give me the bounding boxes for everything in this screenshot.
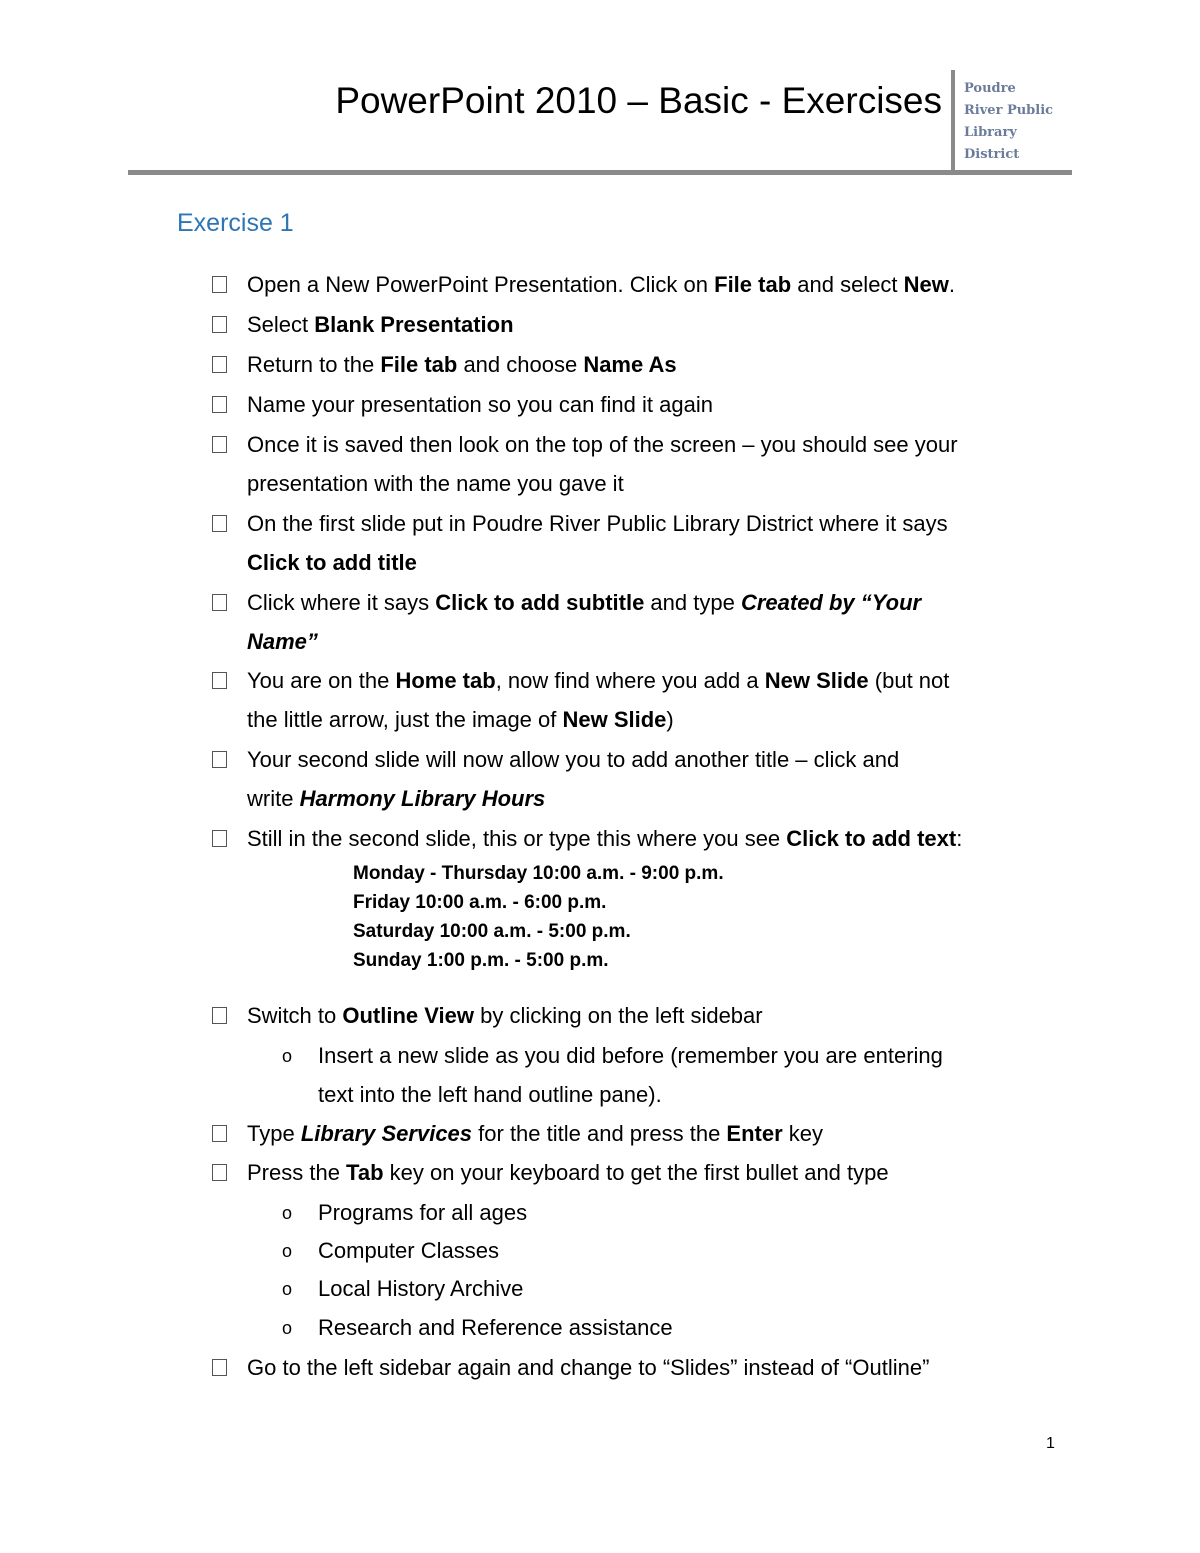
header-rule [128, 170, 1072, 175]
checkbox-icon[interactable] [212, 1359, 227, 1376]
document-title: PowerPoint 2010 – Basic - Exercises [335, 80, 942, 121]
hours-line: Saturday 10:00 a.m. - 5:00 p.m. [353, 921, 631, 942]
checkbox-icon[interactable] [212, 396, 227, 413]
logo-line: River Public [964, 103, 1054, 118]
header-divider [951, 70, 955, 172]
checkbox-icon[interactable] [212, 830, 227, 847]
circle-bullet-icon: o [282, 1318, 293, 1338]
item-text: Go to the left sidebar again and change to “Slides” instead of “Outline” [247, 1355, 930, 1380]
circle-bullet-icon: o [282, 1046, 293, 1066]
item-text: Press the Tab key on your keyboard to get the first bullet and type [247, 1160, 889, 1185]
exercise-heading: Exercise 1 [177, 209, 294, 237]
item-text: You are on the Home tab, now find where you add a New Slide (but not the little arrow, just the image of New Slide) [247, 668, 950, 732]
library-hours [353, 859, 724, 975]
item-text: Research and Reference assistance [318, 1315, 673, 1340]
item-text: Insert a new slide as you did before (remember you are entering text into the left hand outline pane). [318, 1043, 943, 1107]
item-text: Return to the File tab and choose Name As [247, 352, 677, 377]
item-text: Open a New PowerPoint Presentation. Click on File tab and select New. [247, 272, 956, 297]
item-text: On the first slide put in Poudre River Public Library District where it says Click to add title [247, 511, 948, 575]
checkbox-icon[interactable] [212, 1125, 227, 1142]
checkbox-icon[interactable] [212, 672, 227, 689]
item-text: Your second slide will now allow you to add another title – click and write Harmony Library Hours [247, 747, 900, 811]
checkbox-icon[interactable] [212, 276, 227, 293]
item-text: Still in the second slide, this or type this where you see Click to add text: [247, 826, 963, 851]
circle-bullet-icon: o [282, 1241, 293, 1261]
circle-bullet-icon: o [282, 1203, 293, 1223]
checkbox-icon[interactable] [212, 1007, 227, 1024]
checkbox-icon[interactable] [212, 594, 227, 611]
circle-bullet-icon: o [282, 1279, 293, 1299]
item-text: Type Library Services for the title and press the Enter key [247, 1121, 824, 1146]
item-text: Select Blank Presentation [247, 312, 514, 337]
item-text: Switch to Outline View by clicking on the left sidebar [247, 1003, 763, 1028]
checkbox-icon[interactable] [212, 356, 227, 373]
logo-line: Library [964, 125, 1017, 140]
checkbox-icon[interactable] [212, 316, 227, 333]
item-text: Once it is saved then look on the top of the screen – you should see your presentation with the name you gave it [247, 432, 958, 496]
hours-line: Friday 10:00 a.m. - 6:00 p.m. [353, 892, 607, 913]
checkbox-icon[interactable] [212, 751, 227, 768]
item-text: Local History Archive [318, 1276, 524, 1301]
item-text: Programs for all ages [318, 1200, 528, 1225]
logo-line: District [964, 147, 1020, 162]
library-logo [964, 78, 1074, 166]
hours-line: Sunday 1:00 p.m. - 5:00 p.m. [353, 950, 609, 971]
item-text: Computer Classes [318, 1238, 499, 1263]
item-text: Name your presentation so you can find it again [247, 392, 713, 417]
logo-line: Poudre [964, 81, 1016, 96]
item-text: Click where it says Click to add subtitle and type Created by “Your Name” [247, 590, 922, 654]
checkbox-icon[interactable] [212, 1164, 227, 1181]
hours-line: Monday - Thursday 10:00 a.m. - 9:00 p.m. [353, 863, 724, 884]
page-number: 1 [1046, 1435, 1055, 1452]
checkbox-icon[interactable] [212, 436, 227, 453]
checkbox-icon[interactable] [212, 515, 227, 532]
